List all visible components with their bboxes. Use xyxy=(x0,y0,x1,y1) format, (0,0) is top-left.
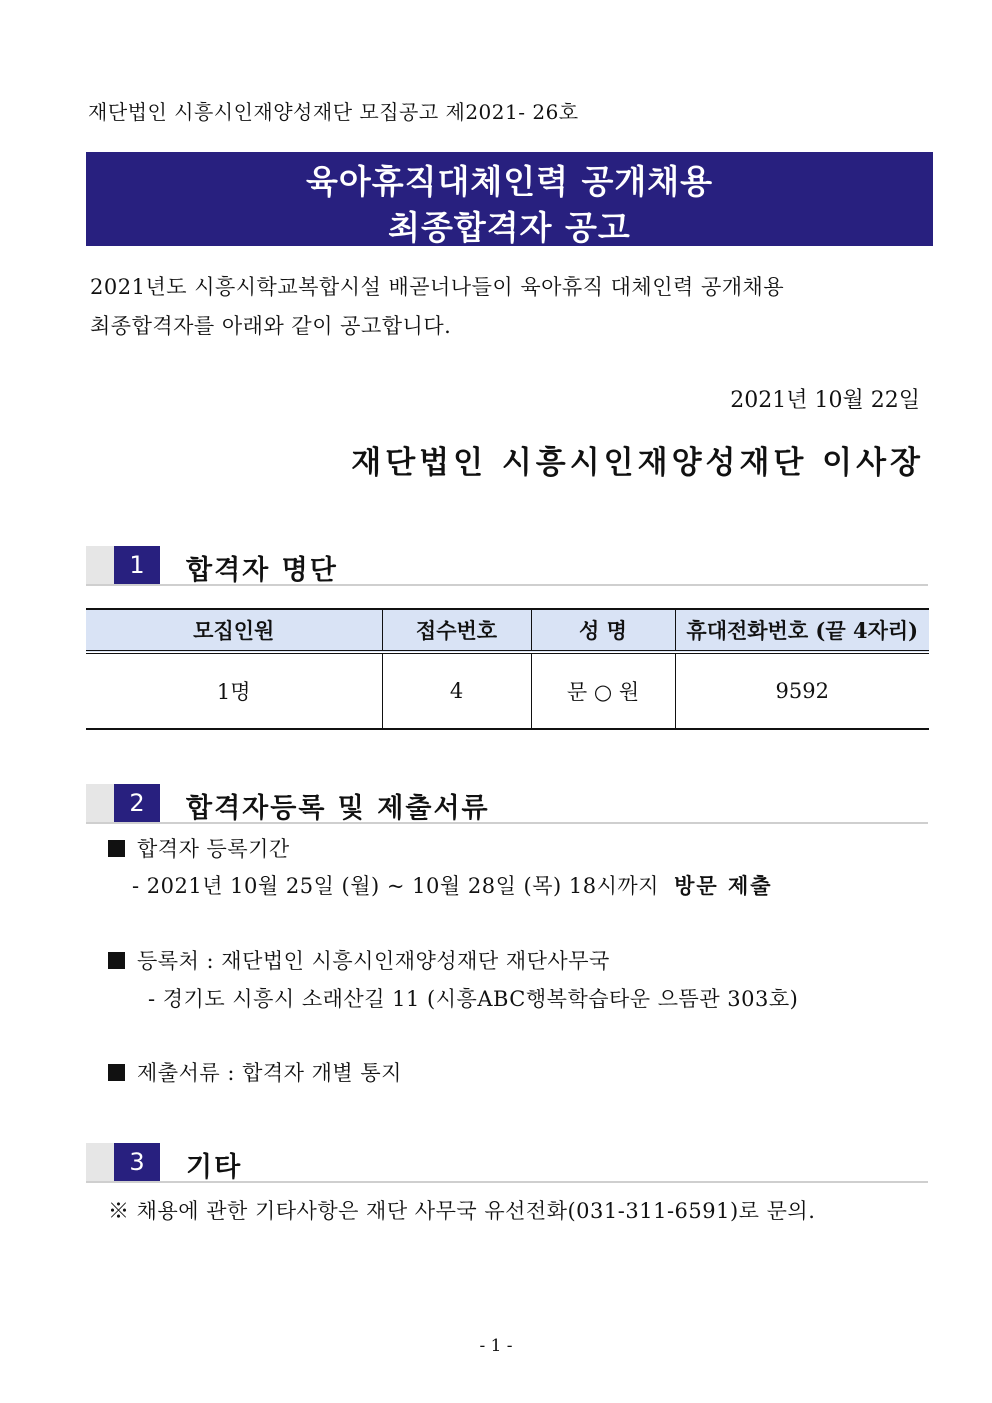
section-2-title: 합격자등록 및 제출서류 xyxy=(186,793,490,824)
registration-period-detail xyxy=(132,870,773,900)
cell-name: 문 ○ 원 xyxy=(531,652,675,729)
header-application-number: 접수번호 xyxy=(382,609,531,652)
section-1-heading xyxy=(86,546,928,586)
banner-title-line2: 최종합격자 공고 xyxy=(388,208,631,247)
registration-period-label: 합격자 등록기간 xyxy=(137,837,290,861)
registration-place-label: 등록처 : 재단법인 시흥시인재양성재단 재단사무국 xyxy=(137,949,610,973)
section-2-number: 2 xyxy=(114,784,160,822)
section-1-number: 1 xyxy=(114,546,160,584)
period-dates: - 2021년 10월 25일 (월) ~ 10월 28일 (목) 18시까지 xyxy=(132,874,659,898)
intro-line-2: 최종합격자를 아래와 같이 공고합니다. xyxy=(90,314,452,338)
cell-recruit-count: 1명 xyxy=(86,652,382,729)
page-number: - 1 - xyxy=(479,1336,513,1356)
square-bullet-icon xyxy=(108,1064,125,1081)
registration-period xyxy=(108,833,290,863)
section-3-title: 기타 xyxy=(186,1152,243,1183)
cell-application-number: 4 xyxy=(382,652,531,729)
header-recruit-count: 모집인원 xyxy=(86,609,382,652)
section-shade xyxy=(86,546,114,584)
section-shade xyxy=(86,784,114,822)
title-banner xyxy=(86,152,933,246)
intro-line-1: 2021년도 시흥시학교복합시설 배곧너나들이 육아휴직 대체인력 공개채용 xyxy=(90,275,785,299)
section-3-number: 3 xyxy=(114,1143,160,1181)
section-1-title: 합격자 명단 xyxy=(186,555,338,586)
section-2-heading xyxy=(86,784,928,824)
header-phone: 휴대전화번호 (끝 4자리) xyxy=(675,609,929,652)
table-header-row xyxy=(86,609,929,652)
period-method: 방문 제출 xyxy=(674,873,773,898)
result-table xyxy=(86,608,929,730)
registration-place xyxy=(108,945,610,975)
header-name: 성 명 xyxy=(531,609,675,652)
submission-documents-label: 제출서류 : 합격자 개별 통지 xyxy=(137,1061,402,1085)
registration-address: - 경기도 시흥시 소래산길 11 (시흥ABC행복학습타운 으뜸관 303호) xyxy=(148,987,799,1011)
notice-number: 재단법인 시흥시인재양성재단 모집공고 제2021- 26호 xyxy=(88,100,579,124)
banner-title-line1: 육아휴직대체인력 공개채용 xyxy=(305,162,714,201)
notice-date: 2021년 10월 22일 xyxy=(730,388,920,413)
section-3-heading xyxy=(86,1143,928,1183)
submission-documents xyxy=(108,1057,402,1087)
issuer: 재단법인 시흥시인재양성재단 이사장 xyxy=(351,445,924,481)
square-bullet-icon xyxy=(108,840,125,857)
contact-note: ※ 채용에 관한 기타사항은 재단 사무국 유선전화(031-311-6591)로 문의. xyxy=(108,1199,816,1223)
table-row xyxy=(86,652,929,729)
cell-phone: 9592 xyxy=(675,652,929,729)
square-bullet-icon xyxy=(108,952,125,969)
section-shade xyxy=(86,1143,114,1181)
